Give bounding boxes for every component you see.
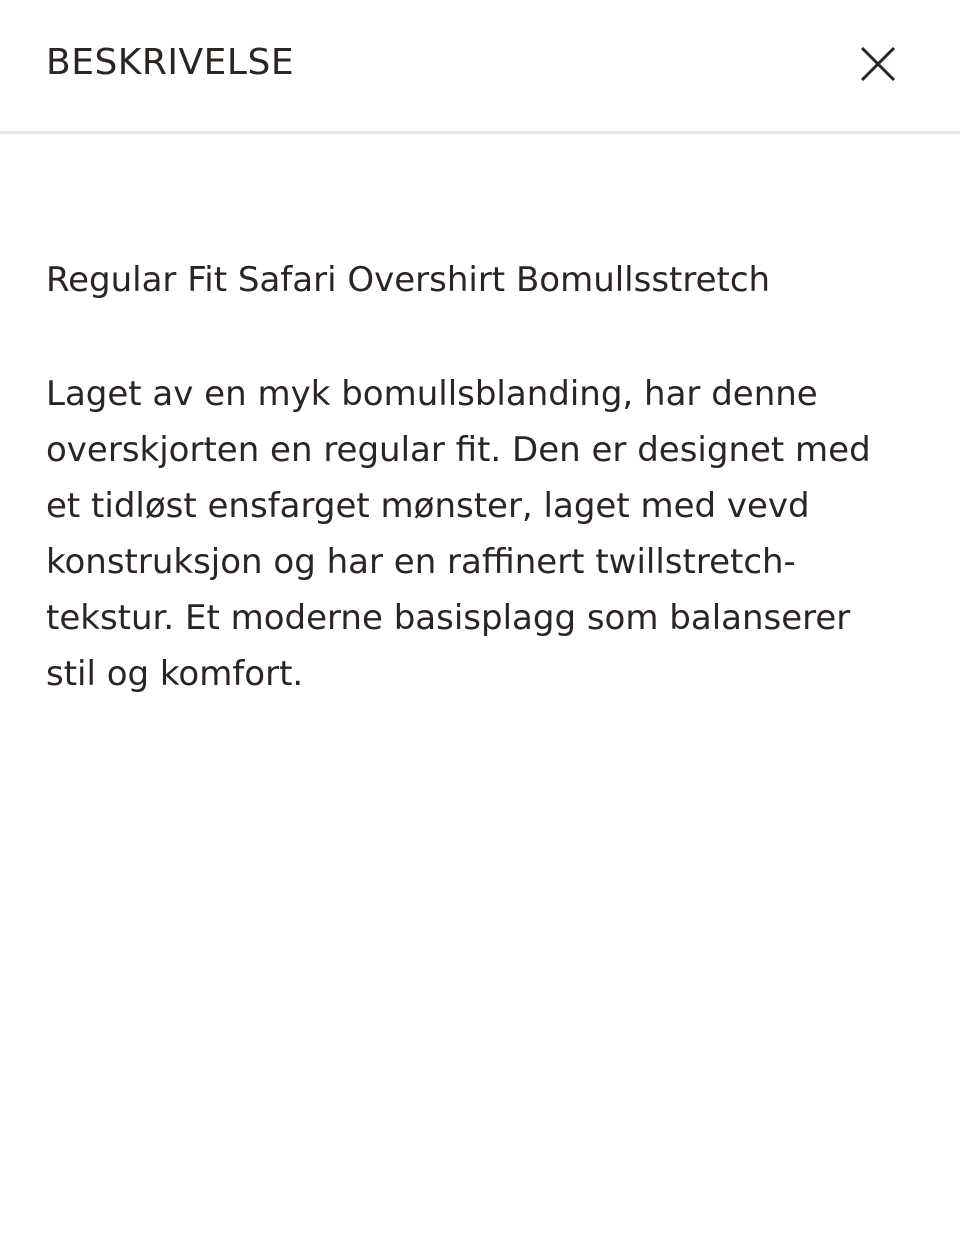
close-icon <box>848 34 908 94</box>
description-content <box>46 252 916 702</box>
product-name: Regular Fit Safari Overshirt Bomullsstretch <box>46 260 771 300</box>
product-description: Laget av en myk bomullsblanding, har denne overskjorten en regular fit. Den er designet med et tidløst ensfarget mønster, laget med vevd konstruksjon og har en raffinert twillstretch-tekstur. Et moderne basisplagg som balanserer stil og komfort. <box>46 374 871 694</box>
close-button[interactable] <box>848 34 908 94</box>
panel-title: BESKRIVELSE <box>46 42 295 83</box>
panel-header <box>0 0 960 134</box>
